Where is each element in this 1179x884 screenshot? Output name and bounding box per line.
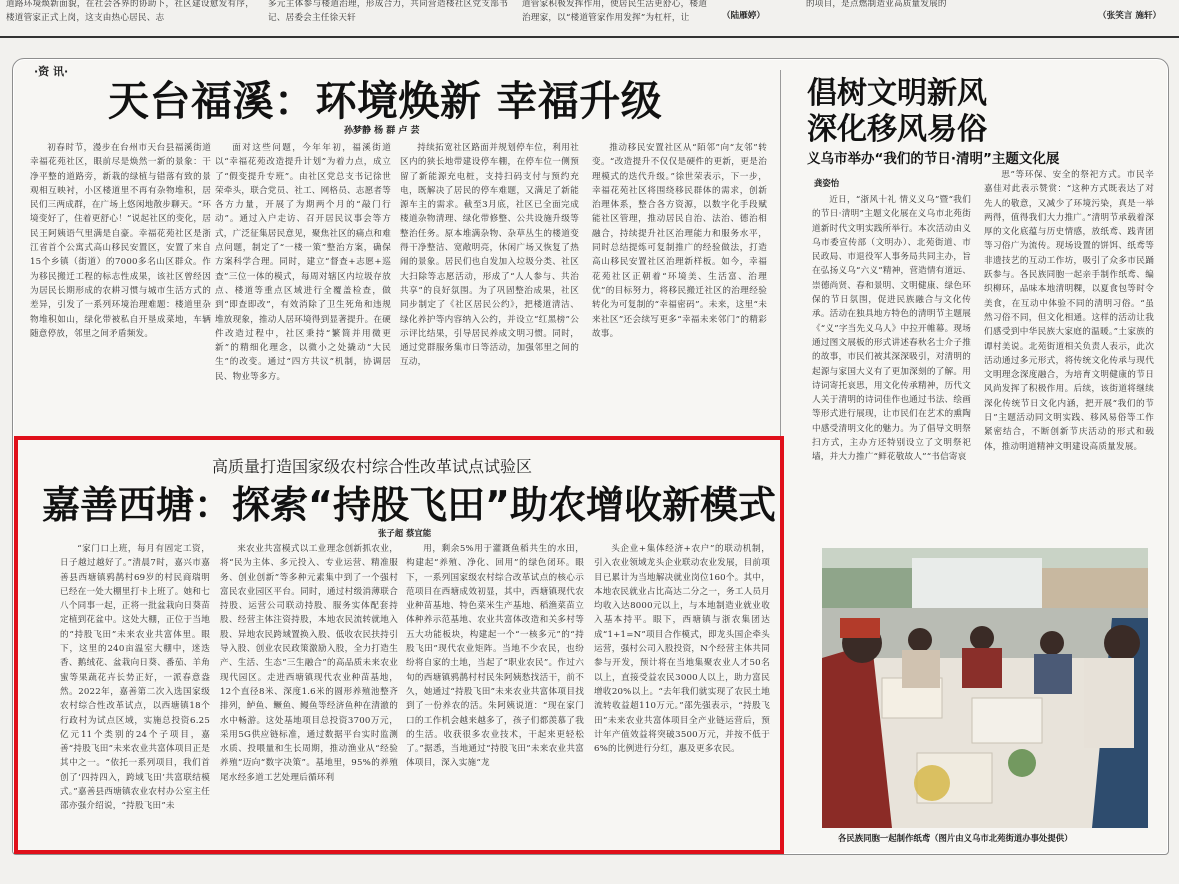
article1-column-1: [30, 141, 211, 429]
highlight-box: [14, 436, 784, 854]
article3-column-2: [984, 168, 1154, 543]
article1-column-1-text: 初春时节，漫步在台州市天台县福溪街道幸福花苑社区，眼前尽是焕然一新的景象：干净平整的道路旁，新栽的绿植与错落有致的景观相互映衬，小区楼道里不再有杂物堆积，居民们三两成群，在广场上悠闲地散步聊天。“环境变好了，住着更舒心！”说起社区的变化，居民王阿姨语气里满是自豪。幸福花苑社区是浙江省首个公寓式高山移民安置区，安置了来自15个乡镇（街道）的7000多名山区群众。作为移民搬迁工程的标志性成果，该社区曾经因为居民长期形成的农耕习惯与城市生活方式的差异，引发了一系列环境治理难题：楼道里杂物堆积如山，绿化带被私自开垦成菜地，车辆随意停放，邻里之间矛盾频发。: [30, 143, 211, 339]
previous-article-column-1: 道路环境焕新面貌，在社会各界的协助下，社区建设愈发有序，楼道管家正式上岗，这支由热心居民、志: [6, 0, 254, 24]
article3-headline-line-2: 深化移风易俗: [807, 112, 987, 147]
article3-photo: [822, 548, 1148, 828]
section-tag: ·资 讯·: [34, 65, 69, 78]
article2-column-1-text: “家门口上班，每月有固定工资，日子越过越好了。”清晨7时，嘉兴市嘉善县西塘镇鸦鹊村69岁的村民商瑞明已经在一处大棚里打卡上班了。她和七八个同事一起，正将一批盆栽向日葵苗定植到花盆中。这处大棚，正位于当地的“持股飞田”未来农业共富体里。眼下，这里的240亩温室大棚中，迷迭香、鹅绒花、盆栽向日葵、番茄、羊角蜜等果蔬花卉长势正好，一派春意盎然。2022年，嘉善第二次入选国家级农村综合性改革试点，以西塘镇18个行政村为试点区域，实施总投资6.25亿元11个类别的24个子项目，嘉善“持股飞田”未来农业共富体项目正是其中之一。“依托一系列项目，我们首创了‘四持四入，跨域飞田’共富联结模式。”嘉善县西塘镇农业农村办公室主任邵亦强介绍说，“持股飞田”未: [60, 544, 210, 812]
article2-column-2-text: 来农业共富模式以工业理念创新抓农业，将“民为主体、多元投入、专业运营、精准服务、创业创新”等多种元素集中到了一个强村富民农业园区平台。同时，通过村级消薄联合持股、运营公司联动持股、服务实体配套持股、经营主体注资持股，本地农民流转就地入股、异地农民跨域置换入股、低收农民扶持引导入股、创业农民政策激励入股，全力打造生产、生活、生态“三生融合”的高品质未来农业现代园区。走进西塘镇现代农业种苗基地，12个直径8米、深度1.6米的圆形养殖池整齐排列，鲈鱼、鳜鱼、鳗鱼等经济鱼种在清澈的水中畅游。这处基地项目总投资3700万元，采用5G供应链标准，通过数据平台实时监测水质、投喂量和生长周期，推动渔业从“经验养殖”迈向“数字决策”。基地里，95%的养殖尾水经多道工艺处理后循环利: [220, 544, 398, 783]
article2-column-3-text: 用，剩余5%用于灌溉鱼稻共生的水田，构建起“养殖、净化、回用”的绿色闭环。眼下，一系列国家级农村综合改革试点的核心示范项目在西塘成效初显，其中，西塘镇现代农业种苗基地、特色菜米生产基地、稻渔菜苗立体种养示范基地、农业共富体改造和关多村等五大功能板块，构建起一个“一核多元”的“持股飞田”现代农业矩阵。当地不少农民，也纷纷将自家的土地，当起了“职业农民”。作过六旬的西塘镇鸦鹊村村民朱阿姨愁找活干，前不久，她通过“持股飞田”未来农业共富体项目找到了一份养农的活。朱阿姨说道：“现在家门口的工作机会越来越多了，孩子们都羡慕了我的生活。收获很多农业技术，干起来更轻松了。”据悉，当地通过“持股飞田”未来农业共富体项目，深入实施“龙: [406, 544, 584, 769]
article3-headline-line-1: 倡树文明新风: [807, 76, 987, 111]
article1-byline: 孙梦静 杨 群 卢 芸: [344, 126, 420, 136]
article2-column-4-text: 头企业+集体经济+农户”的联动机制，引入农业领域龙头企业联动农业发展，目前项目已累计为当地解决就业岗位160个。其中，本地农民就业占比高达二分之一，务工人员月均收入达8000元以上，与本地制造业就业收入基本持平。眼下，西塘镇与浙农集团达成“1+1=N”项目合作模式，即龙头国企牵头运营，强村公司入股投资，N个经营主体共同参与开发，预计将在当地集聚农业人才50名以上，直接受益农民3000人以上，助力富民增收20%以上。“去年我们就实现了农民土地流转收益超110万元。”邵先强表示，“持股飞田”未来农业共富体项目全产业链运营后，预计年产值效益将突破3500万元，并按不低于6%的比例进行分红，惠及更多农民。: [594, 544, 770, 755]
article1-column-4: [592, 141, 767, 429]
article3-column-1-text: 近日，“浙风十礼 情义义乌”暨“我们的节日·清明”主题文化展在义乌市北苑街道新时代文明实践所举行。本次活动由义乌市委宣传部（文明办）、北苑街道、市民政局、市退役军人事务局共同主办，旨在弘扬义乌“六义”精神，营造情有道远、崇德尚贤、春和景明、文明健康、绿色环保的节日氛围，促进民族融合与文化传承。活动在独具地方特色的清明节主题展《“义”字当先义乌人》中拉开帷幕。现场通过图文展板的形式讲述春秋名士介子推的故事，市民们被其深深吸引，对清明的起源与家国大义有了更加深刻的了解。用诗词寄托哀思，用文化传承精神，历代文人关于清明的诗词佳作也通过书法、绘画等形式进行展现，让市民们在艺术的熏陶中感受清明文化的魅力。为了倡导文明祭扫方式，主办方还特别设立了文明祭祀墙，并大力推广“鲜花敬故人”“书信寄哀: [812, 195, 971, 463]
article1-column-4-text: 推动移民安置社区从“陌邻”向“友邻”转变。“改造提升不仅仅是硬件的更新，更是治理模式的迭代升级。”徐世荣表示，下一步，幸福花苑社区将围绕移民群体的需求，创新治理体系，整合各方资源，以数字化手段赋能社区管理，推动居民自治、法治、德治相融合，持续提升社区治理能力和服务水平，同时总结提炼可复制推广的经验做法，打造高山移民安置社区治理新样板。如今，幸福花苑社区正朝着“环境美、生活富、治理优”的目标努力，将移民搬迁社区的治理经验转化为可复制的“幸福密码”。未来，这里“未来社区”还会续写更多“幸福未来邻门”的精彩故事。: [592, 143, 767, 339]
previous-article-signature-2: （张笑言 施轩）: [1098, 11, 1162, 21]
article1-column-3: [400, 141, 579, 429]
article1-column-2: [215, 141, 391, 429]
previous-article-column-3: 道管家积极发挥作用，使居民生活更舒心，楼道治理家，以“楼道管家作用发挥”为杠杆，让: [522, 0, 707, 24]
article3-byline: 龚姿怡: [814, 178, 840, 188]
article1-headline: 天台福溪：环境焕新 幸福升级: [108, 77, 663, 125]
article1-column-3-text: 持续拓宽社区路面并规划停车位，利用社区内的狭长地带建设停车棚，在停车位一侧预留了新能源充电桩，支持扫码支付与预约充电，既解决了居民的停车难题，又满足了新能源车主的需求。截至3月底，社区已全面完成楼道杂物清理、绿化带修整、公共设施升级等整治任务。原本堆满杂物、杂草丛生的楼道变得干净整洁、宽敞明亮，休闲广场又恢复了热闹的景象。居民们也自发加入垃圾分类、社区大扫除等志愿活动，形成了“人人参与、共治共享”的良好氛围。为了巩固整治成果，社区同步制定了《社区居民公约》，把楼道清洁、绿化养护等内容纳入公约，并设立“红黑榜”公示评比结果，引导居民养成文明习惯。同时，通过党群服务集市日等活动，加强邻里之间的互动，: [400, 143, 579, 368]
previous-article-strip: [0, 0, 1179, 32]
article2-headline: 嘉善西塘：探索“持股飞田”助农增收新模式: [42, 483, 776, 527]
article3-photo-caption: 各民族同胞一起制作纸鸢（图片由义乌市北苑街道办事处提供）: [838, 833, 1073, 843]
kite-making-scene-illustration: [822, 548, 1148, 828]
previous-article-signature-1: （陆雁婷）: [722, 11, 765, 21]
article3-subhead: 义乌市举办“我们的节日·清明”主题文化展: [807, 151, 1060, 167]
article2-kicker: 高质量打造国家级农村综合性改革试点试验区: [212, 457, 533, 476]
article3-column-1: [812, 193, 971, 543]
article3-column-2-text: 思”等环保、安全的祭祀方式。市民辛嘉佳对此表示赞赏：“这种方式既表达了对先人的敬意，又减少了环境污染，真是一举两得，值得我们大力推广。”清明节承载着深厚的文化底蕴与历史情感，放纸鸢、践青团等习俗广为流传。现场设置的饼饵、纸鸢等非遗技艺的互动工作坊，吸引了众多市民踊跃参与。各民族同胞一起亲手制作纸鸢、编织柳环，品味本地清明粿，以夏食包等时令美食，在互动中体验不同的清明习俗。“虽然习俗不同，但文化相通。这样的活动让我们感受到中华民族大家庭的温暖。”土家族的谭村美说。北苑街道相关负责人表示，此次活动通过多元形式，将传统文化传承与现代文明理念深度融合，为培育文明健康的节日风尚发挥了积极作用。后续，该街道将继续深化传统节日文化内涵，把开展“我们的节日”主题活动同文明实践、移风易俗等工作紧密结合，不断创新节庆活动的形式和载体，推动明道精神文明建设高质量发展。: [984, 170, 1154, 452]
previous-article-column-2: 多元主体参与楼道治理，形成合力，共同营造楼社区党支部书记、居委会主任徐天轩: [268, 0, 508, 24]
article2-byline: 张子超 蔡宜能: [378, 528, 432, 538]
previous-article-column-4: 的项目，是点燃制造业高质量发展的: [806, 0, 947, 9]
article1-column-2-text: 面对这些问题，今年年初，福溪街道以“幸福花苑改造提升计划”为着力点，成立了“假变提升专班”。由社区党总支书记徐世荣牵头，联合党员、社工、网格员、志愿者等各方力量，开展了为期两个月的“敲门行动”。通过入户走访、召开居民议事会等方式，广泛征集居民意见，聚焦社区的痛点和难点问题，制定了“一楼一策”整治方案，确保方案科学合理。同时，建立“督查+志愿+巡查”三位一体的模式，每周对辖区内垃圾存放点、楼道等重点区域进行全覆盖检查，做到“即查即改”，有效消除了卫生死角和违规堆放现象，推动人居环境得到显著提升。在硬件改造过程中，社区秉持“繁简并用微更新”的精细化理念，以微小之处撬动“大民生”的改变。通过“四方共议”机制，协调居民、物业等多方。: [215, 143, 391, 382]
top-divider: [0, 36, 1179, 38]
